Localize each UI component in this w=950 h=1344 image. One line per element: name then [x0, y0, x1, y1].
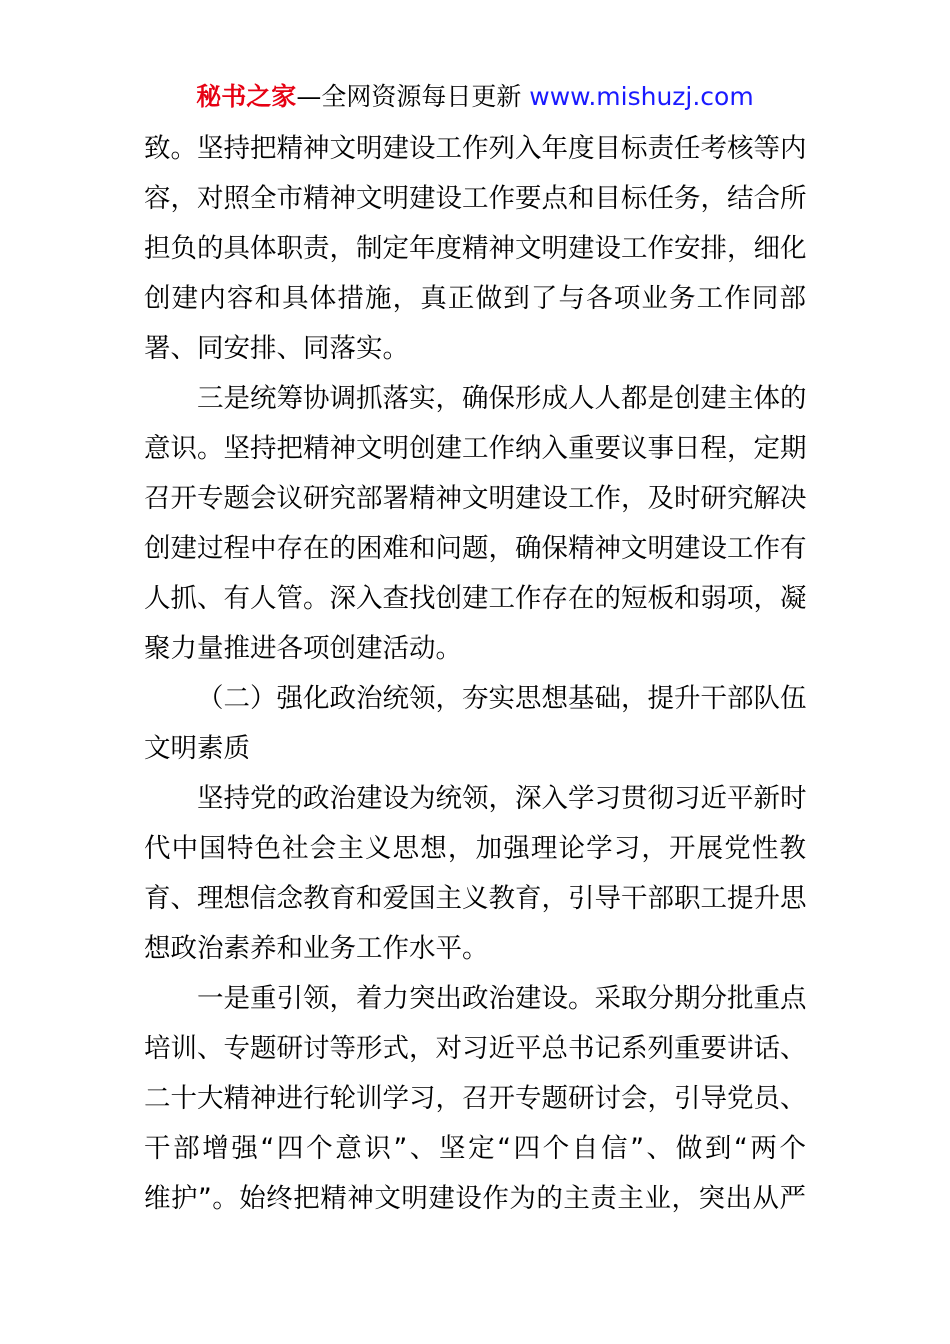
text-line: 坚持党的政治建设为统领，深入学习贯彻习近平新时: [197, 783, 806, 814]
text-line: 意识。坚持把精神文明创建工作纳入重要议事日程，定期: [144, 433, 806, 464]
text-line: 干部增强“四个意识”、坚定“四个自信”、做到“两个: [144, 1133, 806, 1164]
text-line: 署、同安排、同落实。: [144, 333, 409, 364]
text-line: 三是统筹协调抓落实，确保形成人人都是创建主体的: [197, 383, 806, 414]
text-line: 创建过程中存在的困难和问题，确保精神文明建设工作有: [144, 533, 806, 564]
site-header: [0, 80, 950, 114]
section-heading-line: （二）强化政治统领，夯实思想基础，提升干部队伍: [197, 683, 806, 714]
header-tagline: —全网资源每日更新: [296, 82, 522, 111]
text-line: 致。坚持把精神文明建设工作列入年度目标责任考核等内: [144, 133, 806, 164]
text-line: 想政治素养和业务工作水平。: [144, 933, 489, 964]
text-line: 召开专题会议研究部署精神文明建设工作，及时研究解决: [144, 483, 806, 514]
text-line: 担负的具体职责，制定年度精神文明建设工作安排，细化: [144, 233, 806, 264]
document-body: [144, 124, 806, 1224]
text-line: 容，对照全市精神文明建设工作要点和目标任务，结合所: [144, 183, 806, 214]
text-line: 二十大精神进行轮训学习，召开专题研讨会，引导党员、: [144, 1083, 806, 1114]
text-line: 育、理想信念教育和爱国主义教育，引导干部职工提升思: [144, 883, 806, 914]
text-line: 维护”。始终把精神文明建设作为的主责主业，突出从严: [144, 1183, 806, 1214]
header-site-url[interactable]: www.mishuzj.com: [529, 82, 754, 111]
text-line: 聚力量推进各项创建活动。: [144, 633, 462, 664]
header-brand: 秘书之家: [196, 82, 297, 111]
text-line: 人抓、有人管。深入查找创建工作存在的短板和弱项，凝: [144, 583, 806, 614]
text-line: 代中国特色社会主义思想，加强理论学习，开展党性教: [144, 833, 806, 864]
text-line: 创建内容和具体措施，真正做到了与各项业务工作同部: [144, 283, 806, 314]
text-line: 培训、专题研讨等形式，对习近平总书记系列重要讲话、: [144, 1033, 806, 1064]
text-line: 一是重引领，着力突出政治建设。采取分期分批重点: [197, 983, 806, 1014]
section-heading-line: 文明素质: [144, 733, 250, 764]
